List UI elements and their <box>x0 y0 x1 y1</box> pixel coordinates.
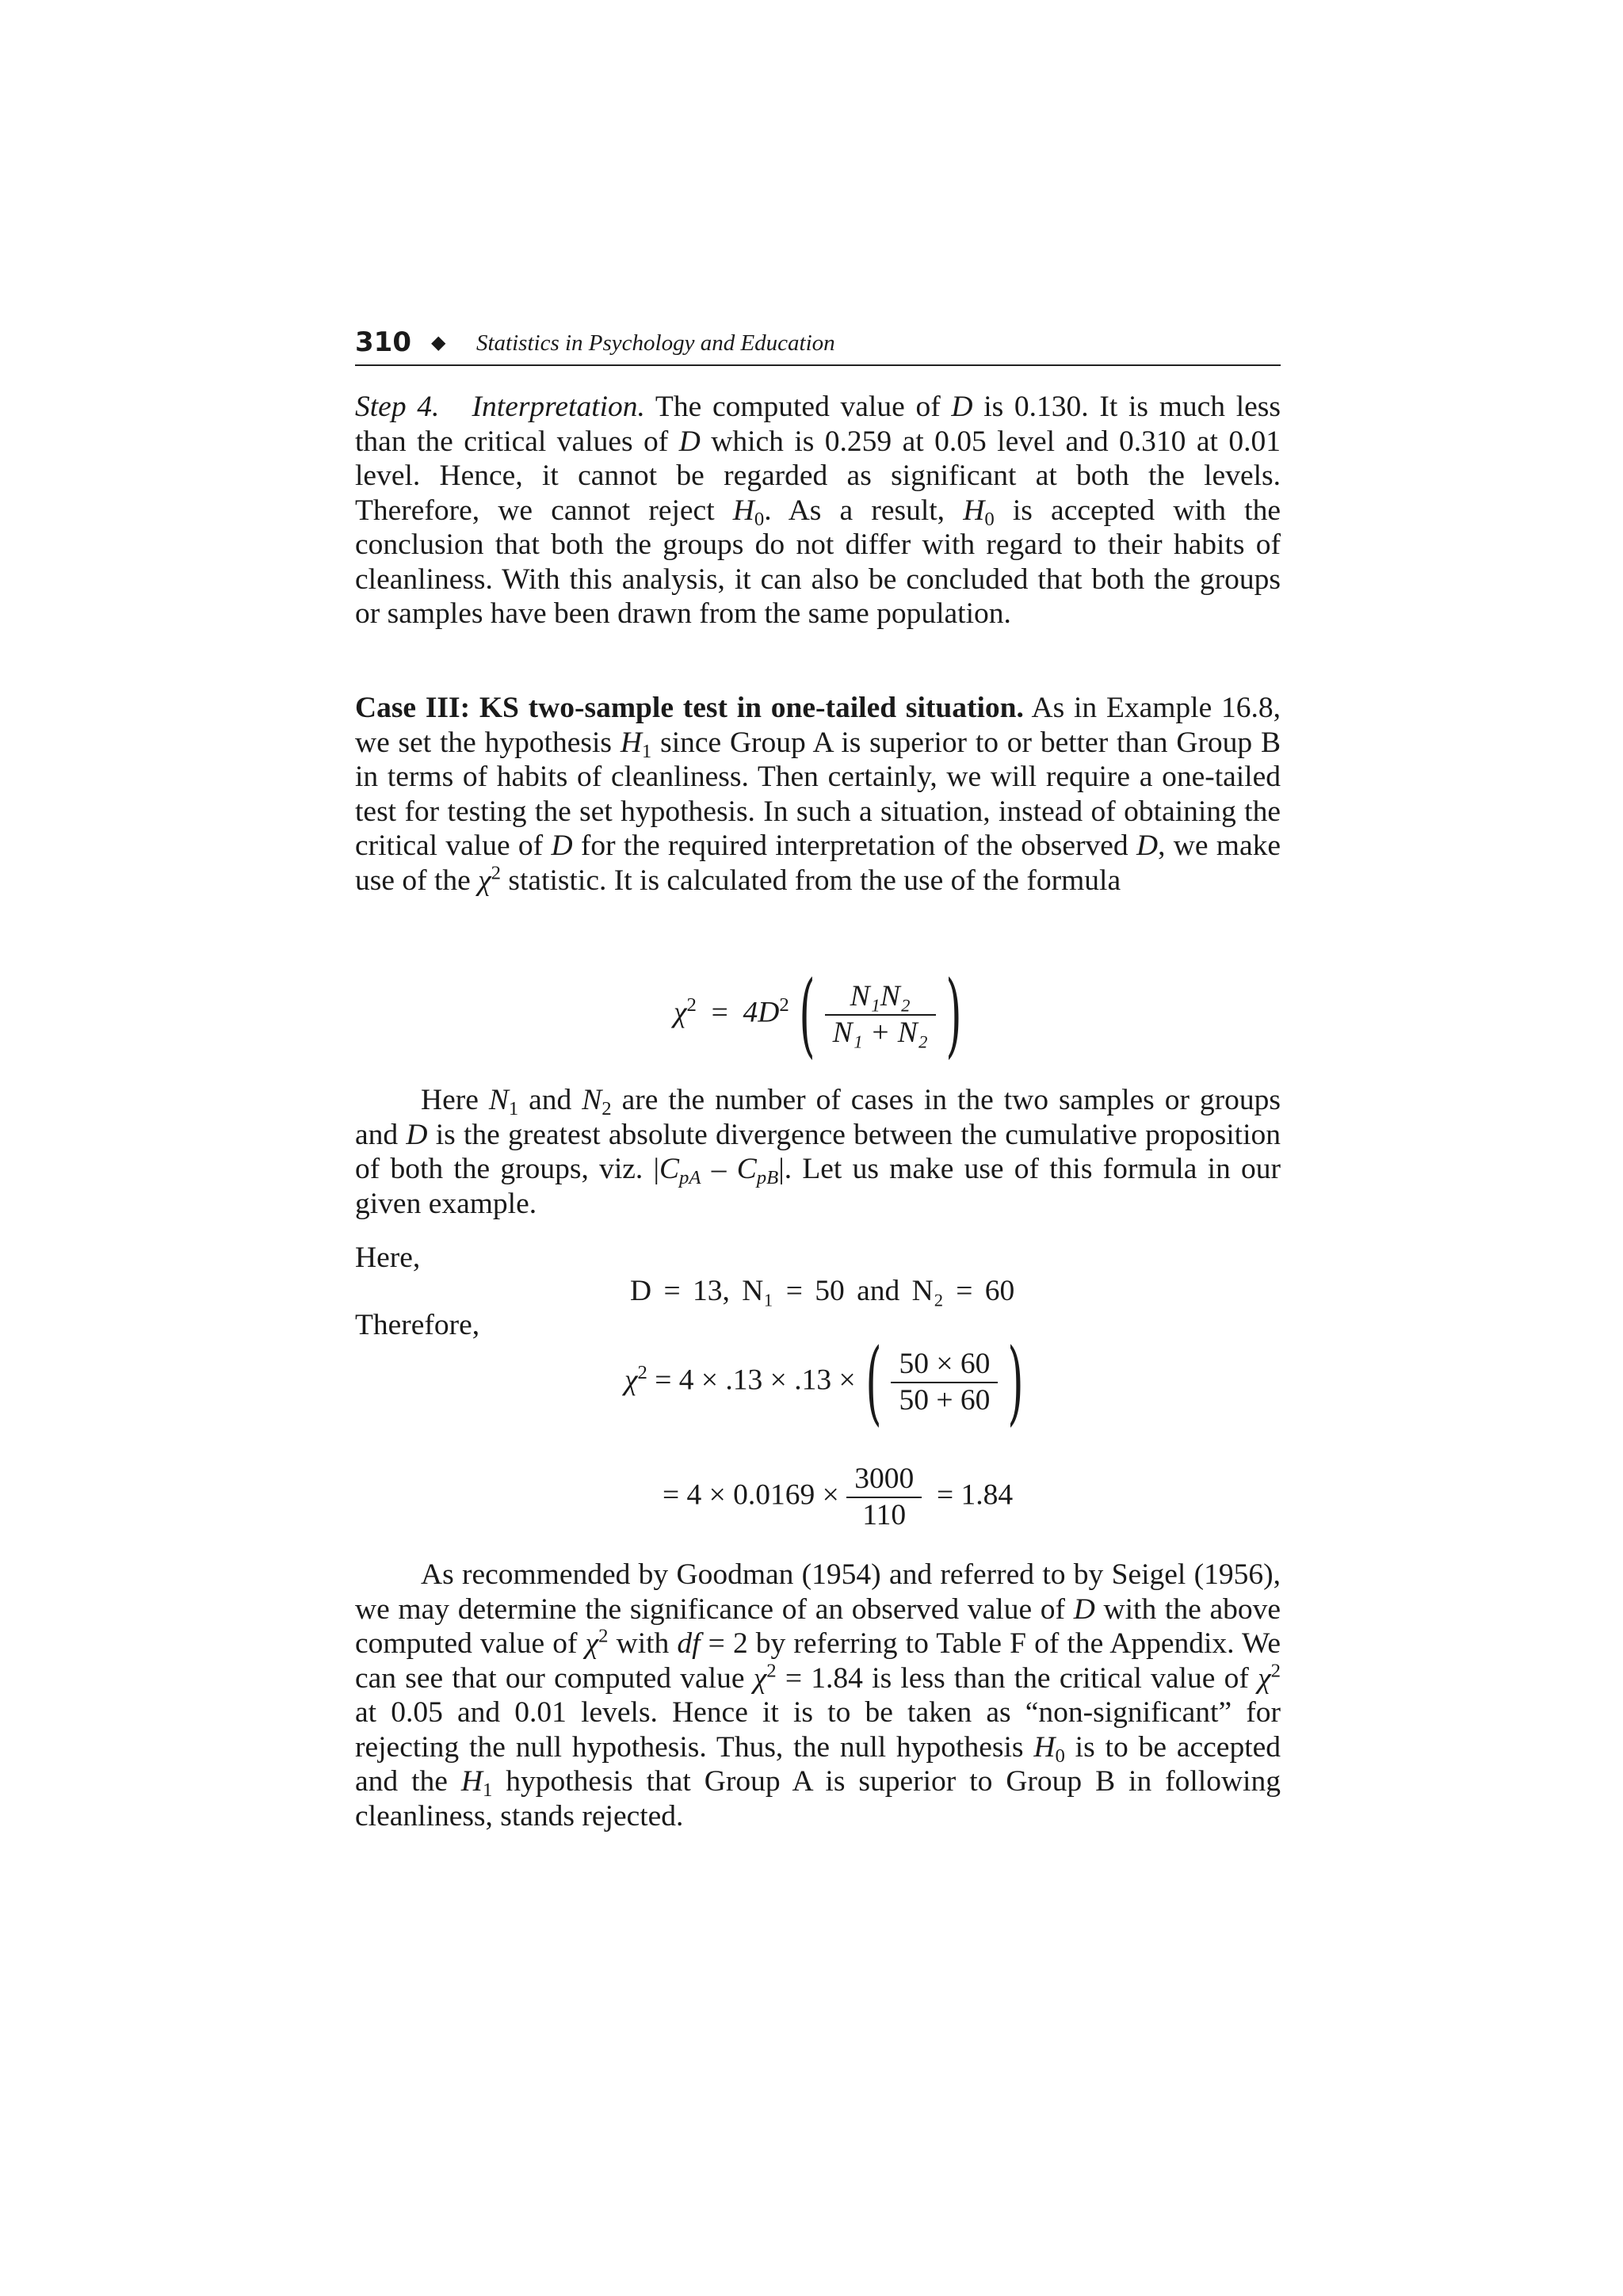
page-number: 310 <box>355 326 411 358</box>
text-run: As recommended by Goodman (1954) and referred to by Seigel (1956), we may determine the significance of an observed value of <box>355 1558 1281 1626</box>
text-run: = 2 by referring to Table F of the Appendix. We can see that our computed value <box>355 1627 1281 1695</box>
left-paren: ( <box>865 1329 882 1436</box>
here-label: Here, <box>355 1241 421 1274</box>
text-run: – <box>701 1153 737 1185</box>
text-run: As in Example 16.8, we set the hypothesis <box>355 692 1281 759</box>
text-run: and <box>518 1084 582 1116</box>
text-run: hypothesis that Group A is superior to Group B in following cleanliness, stands rejected. <box>355 1765 1281 1833</box>
math-var: H <box>732 494 754 527</box>
math-sub: pA <box>679 1166 701 1188</box>
math-var: χ <box>674 996 687 1029</box>
math-var: χ <box>585 1627 599 1660</box>
math-var: χ <box>753 1661 767 1695</box>
text-run: is 0.130. It is much less than the critical values of <box>355 391 1281 458</box>
math-var: D <box>1073 1592 1095 1626</box>
fraction-denominator: 50 + 60 <box>899 1384 991 1417</box>
text-run: . As a result, <box>764 494 964 527</box>
math-var: C <box>736 1153 757 1185</box>
math-var: χ <box>1258 1661 1271 1695</box>
fraction-numerator: 3000 <box>846 1462 922 1498</box>
step-label: Step 4. <box>355 391 440 423</box>
fraction <box>891 1347 998 1418</box>
math-var: D <box>678 425 701 458</box>
right-paren: ) <box>1007 1329 1024 1436</box>
text-run: at 0.05 and 0.01 levels. Hence it is to be taken as “non-significant” for rejecting the null hypothesis. Thus, the null hypothesis <box>355 1696 1281 1764</box>
text-run: statistic. It is calculated from the use of the formula <box>501 864 1121 897</box>
diamond-separator-icon: ◆ <box>431 331 446 353</box>
text-run: is to be accepted and the <box>355 1730 1281 1798</box>
text-run: which is 0.259 at 0.05 level and 0.310 at 0.01 level. Hence, it cannot be regarded as significant at both the levels. Therefore, we cannot reject <box>355 425 1281 527</box>
calc-step-1 <box>624 1329 1033 1436</box>
math-sub: 0 <box>984 508 995 530</box>
math-var: D <box>551 830 573 862</box>
calc-result: = 1.84 <box>936 1478 1014 1512</box>
text-run: = 1.84 is less than the critical value of <box>776 1661 1258 1695</box>
math-sup: 2 <box>686 994 697 1016</box>
math-sup: 2 <box>766 1659 777 1681</box>
math-sub: 2 <box>601 1097 612 1119</box>
calc-step-2 <box>663 1462 1013 1533</box>
step4-paragraph <box>355 390 1281 631</box>
text-run: The computed value of <box>644 391 952 423</box>
calc-expression: = 4 × 0.0169 × <box>663 1478 839 1512</box>
math-sup: 2 <box>491 861 502 883</box>
step-heading: Interpretation. <box>472 391 645 423</box>
chi-square-formula <box>674 962 972 1068</box>
fraction <box>846 1462 922 1533</box>
fraction-numerator: N₁N₂ <box>825 979 936 1016</box>
therefore-label: Therefore, <box>355 1309 480 1341</box>
here-paragraph <box>355 1083 1281 1221</box>
fraction <box>825 979 936 1051</box>
text-run: with the above computed value of <box>355 1592 1281 1660</box>
math-var: 4D <box>743 996 780 1029</box>
fraction-numerator: 50 × 60 <box>891 1347 998 1383</box>
fraction-denominator: N₁ + N₂ <box>832 1016 928 1049</box>
book-title: Statistics in Psychology and Education <box>476 330 835 356</box>
text-run: since Group A is superior to or better than Group B in terms of habits of cleanliness. Then certainly, we will require a one-tailed test for testing the set hypothesis. In such a situation, instead of obtaining the critical value of <box>355 726 1281 862</box>
math-sub: 0 <box>1055 1745 1065 1767</box>
case3-paragraph <box>355 691 1281 898</box>
fraction-denominator: 110 <box>862 1499 907 1531</box>
text-run: for the required interpretation of the observed <box>572 830 1136 862</box>
math-var: D <box>406 1118 428 1151</box>
math-sup: 2 <box>637 1362 647 1383</box>
math-sub: pB <box>756 1166 779 1188</box>
math-var: N <box>488 1084 509 1116</box>
math-var: χ <box>478 864 491 897</box>
text-run: is accepted with the conclusion that both the groups do not differ with regard to their habits of cleanliness. With this analysis, it can also be concluded that both the groups or samples have been drawn from the same population. <box>355 494 1281 630</box>
text-run: with <box>608 1627 678 1660</box>
text-run: , we make use of the <box>355 830 1281 897</box>
math-var: H <box>460 1765 483 1798</box>
math-sup: 2 <box>779 994 789 1016</box>
math-sub: 0 <box>754 508 765 530</box>
math-sup: 2 <box>1270 1659 1281 1681</box>
text-run: are the number of cases in the two samples or groups and <box>355 1084 1281 1151</box>
math-var: H <box>620 726 642 759</box>
math-var: χ <box>624 1363 638 1397</box>
text-run: Here <box>421 1084 489 1116</box>
math-sub: 1 <box>641 740 652 762</box>
math-sup: 2 <box>598 1625 609 1647</box>
case-heading: Case III: KS two-sample test in one-tailed situation. <box>355 692 1024 724</box>
right-paren: ) <box>945 962 962 1068</box>
equals-sign: = <box>711 996 728 1029</box>
math-var: H <box>963 494 985 527</box>
left-paren: ( <box>799 962 815 1068</box>
running-header <box>355 323 1281 366</box>
math-var: N <box>582 1084 602 1116</box>
math-sub: 1 <box>482 1779 493 1801</box>
math-var: D <box>1136 830 1159 862</box>
math-var: C <box>659 1153 680 1185</box>
text-run: is the greatest absolute divergence between the cumulative proposition of both the groups, viz. | <box>355 1118 1281 1185</box>
math-var: df <box>677 1627 701 1660</box>
calc-expression: = 4 × .13 × .13 × <box>655 1363 856 1397</box>
final-paragraph <box>355 1558 1281 1833</box>
math-var: D <box>951 391 973 423</box>
given-values: D = 13, N₁ = 50 and N₂ = 60 <box>630 1275 1015 1307</box>
math-var: H <box>1033 1730 1056 1764</box>
text-run: |. Let us make use of this formula in our given example. <box>355 1153 1281 1220</box>
math-sub: 1 <box>508 1097 519 1119</box>
